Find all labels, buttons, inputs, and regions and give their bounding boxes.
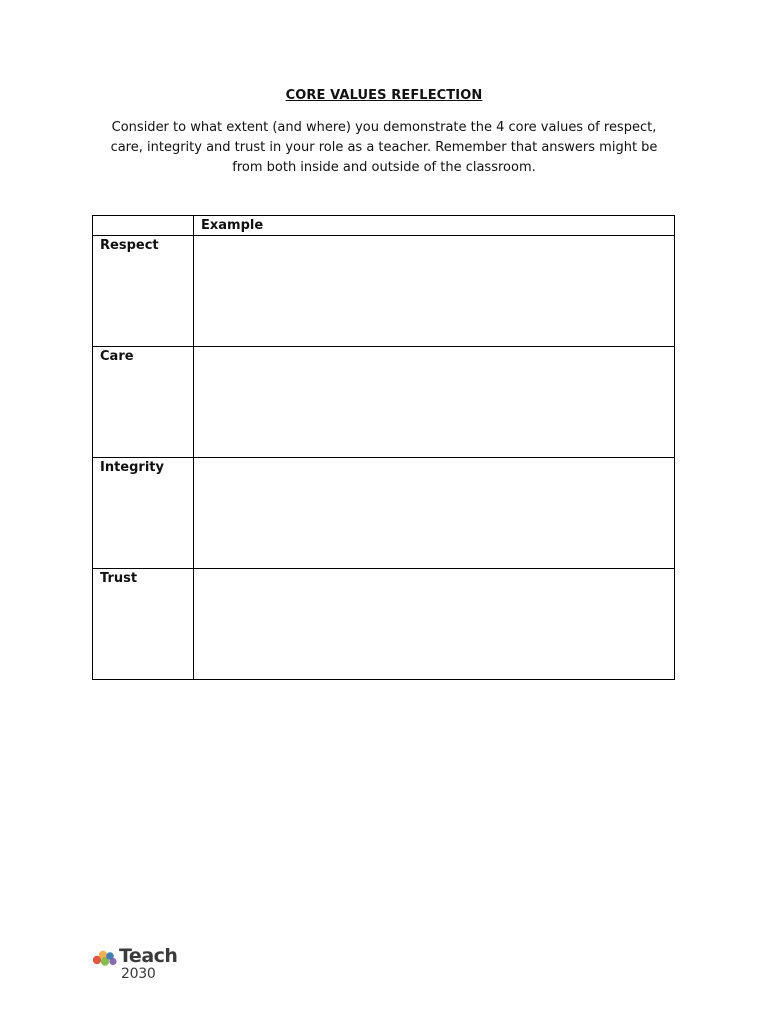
table-row bbox=[93, 569, 675, 680]
example-cell[interactable] bbox=[194, 458, 675, 569]
logo-dot bbox=[109, 958, 116, 965]
logo-word: Teach bbox=[119, 945, 178, 967]
value-label: Respect bbox=[93, 236, 194, 347]
intro-line: care, integrity and trust in your role as a teacher. Remember that answers might be bbox=[110, 140, 658, 155]
intro-paragraph bbox=[96, 118, 672, 178]
teach-2030-logo bbox=[92, 946, 192, 986]
example-cell[interactable] bbox=[194, 236, 675, 347]
value-label: Care bbox=[93, 347, 194, 458]
example-cell[interactable] bbox=[194, 569, 675, 680]
header-example-column: Example bbox=[194, 216, 675, 236]
table-row bbox=[93, 458, 675, 569]
logo-year: 2030 bbox=[121, 966, 156, 982]
value-label: Trust bbox=[93, 569, 194, 680]
header-value-column bbox=[93, 216, 194, 236]
intro-line: Consider to what extent (and where) you demonstrate the 4 core values of respect, bbox=[111, 120, 657, 135]
core-values-table bbox=[92, 215, 675, 680]
intro-line: from both inside and outside of the classroom. bbox=[232, 160, 536, 175]
table-row bbox=[93, 347, 675, 458]
table-row bbox=[93, 236, 675, 347]
value-label: Integrity bbox=[93, 458, 194, 569]
page-title: CORE VALUES REFLECTION bbox=[285, 88, 483, 103]
table-header-row bbox=[93, 216, 675, 236]
colored-circles-logo-icon bbox=[92, 949, 118, 967]
example-cell[interactable] bbox=[194, 347, 675, 458]
